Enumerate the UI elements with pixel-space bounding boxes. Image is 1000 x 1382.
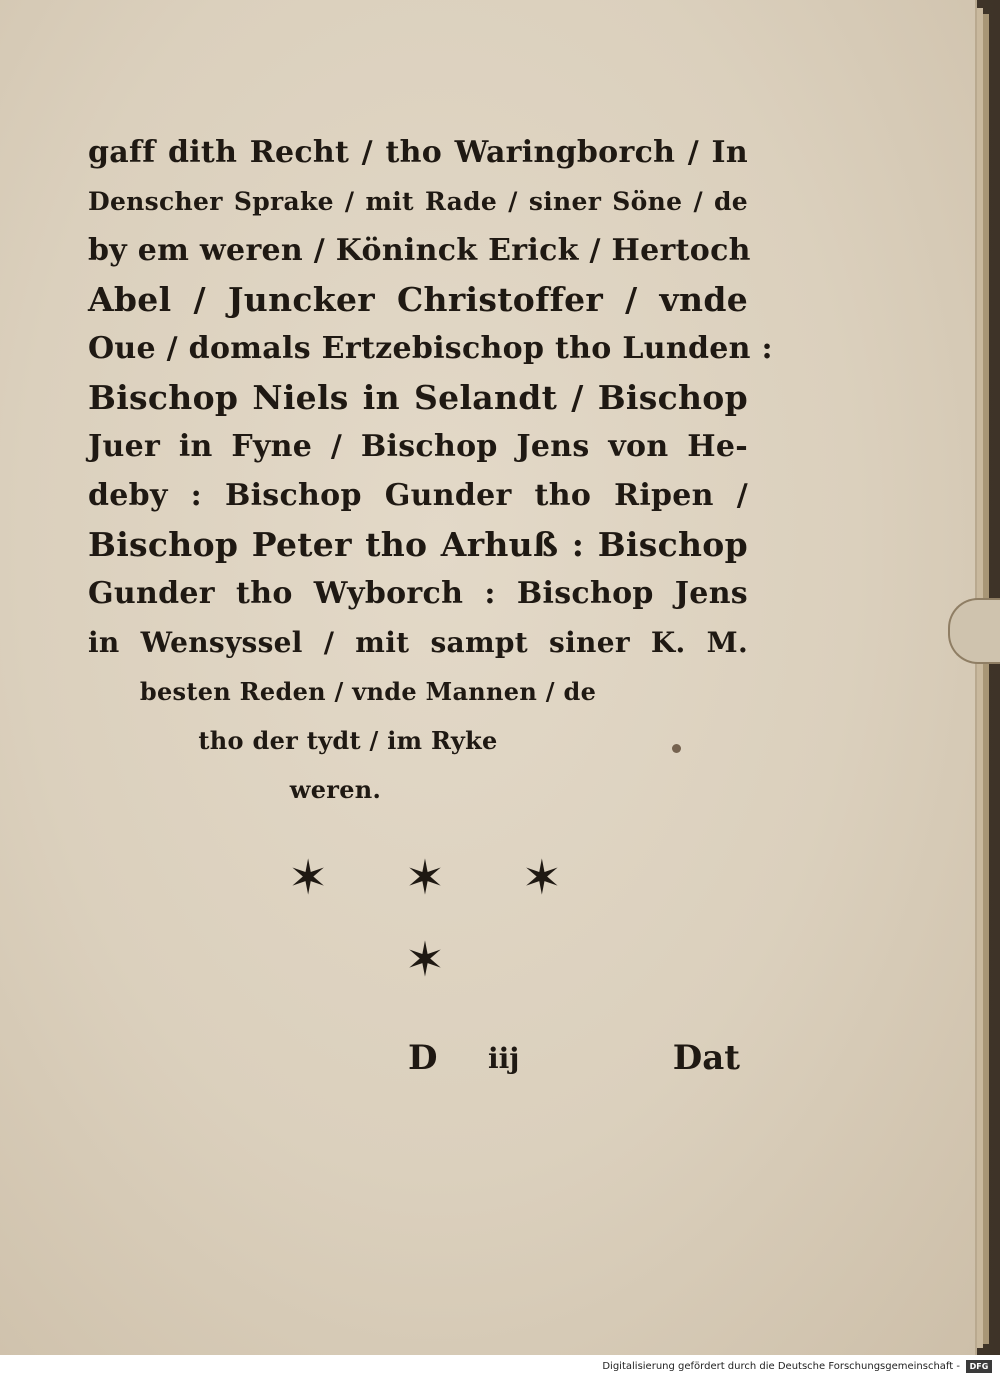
- text-line-6: Bischop Niels in Selandt / Bischop: [88, 378, 748, 417]
- footer-bar: [0, 1355, 1000, 1382]
- text-line-12: besten Reden / vnde Mannen / de: [139, 677, 597, 706]
- text-line-8: deby : Bischop Gunder tho Ripen /: [88, 478, 748, 513]
- star-ornament-icon: ✶: [404, 932, 446, 988]
- text-line-3: by em weren / Köninck Erick / Hertoch: [88, 233, 751, 268]
- text-line-7: Juer in Fyne / Bischop Jens von He-: [88, 429, 748, 464]
- text-line-9: Bischop Peter tho Arhuß : Bischop: [88, 525, 748, 564]
- text-line-2: Denscher Sprake / mit Rade / siner Söne / de: [88, 187, 748, 216]
- catchword: Dat: [672, 1038, 740, 1078]
- star-ornament-icon: ✶: [288, 850, 329, 906]
- page-tab: [948, 598, 1000, 664]
- text-line-14: weren.: [289, 775, 382, 804]
- dfg-logo: DFG: [966, 1360, 992, 1373]
- star-ornament-icon: ✶: [521, 850, 562, 906]
- star-ornaments: [260, 850, 590, 988]
- text-line-4: Abel / Juncker Christoffer / vnde: [88, 280, 748, 319]
- text-line-1: gaff dith Recht / tho Waringborch / In: [88, 135, 748, 170]
- text-line-10: Gunder tho Wyborch : Bischop Jens: [88, 576, 748, 611]
- star-ornament-icon: ✶: [404, 850, 446, 906]
- text-line-13: tho der tydt / im Ryke: [198, 726, 498, 755]
- page-edge-inner: [983, 14, 989, 1344]
- text-line-5: Oue / domals Ertzebischop tho Lunden :: [88, 331, 773, 366]
- footer-credit: Digitalisierung gefördert durch die Deutsche Forschungsgemeinschaft -: [602, 1361, 960, 1372]
- signature-mark: D: [408, 1038, 438, 1078]
- text-line-11: in Wensyssel / mit sampt siner K. M.: [88, 626, 748, 659]
- signature-number: iij: [488, 1042, 520, 1075]
- body-text: [88, 128, 773, 814]
- signature-line: [400, 1038, 740, 1088]
